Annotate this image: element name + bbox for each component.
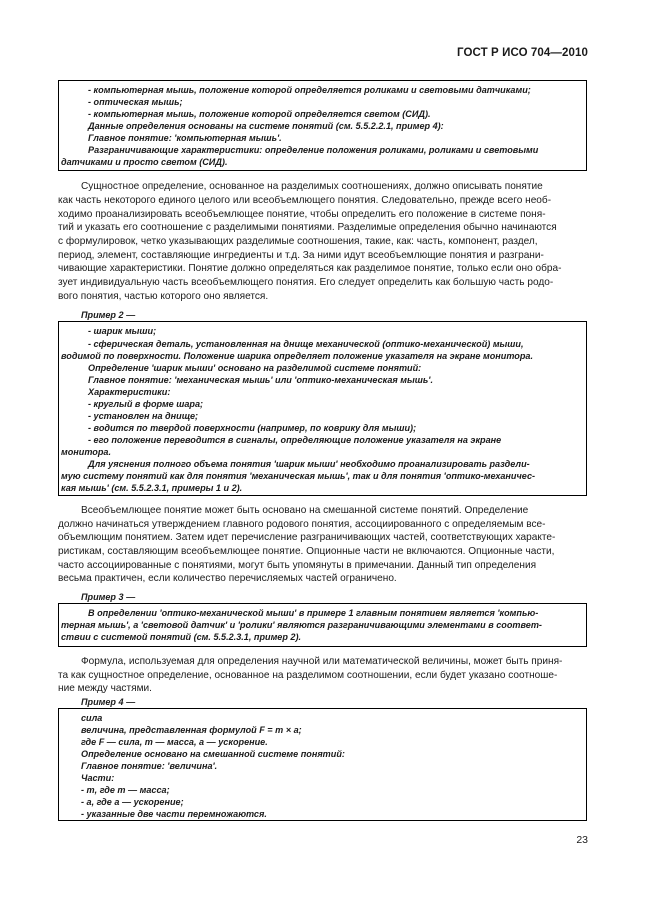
box3-line: ствии с системой понятий (см. 5.5.2.3.1, пример 2).	[61, 632, 302, 642]
box4-line: величина, представленная формулой F = m × a;	[81, 725, 302, 735]
body-text-line: ристикам, составляющим всеобъемлющее понятие. Опционные части не включаются. Опционные части,	[58, 546, 555, 557]
body-text-line: вого понятия, частью которого оно является.	[58, 291, 269, 302]
box2-line: Для уяснения полного объема понятия 'шарик мыши' необходимо проанализировать раздели-	[88, 459, 530, 469]
box2-line: - круглый в форме шара;	[88, 399, 204, 409]
document-code: ГОСТ Р ИСО 704—2010	[456, 47, 588, 59]
box1-line	[88, 144, 583, 156]
box1-line: - компьютерная мышь, положение которой определяется роликами и световыми датчиками;	[88, 85, 531, 95]
box1-line: датчиками и просто светом (СИД).	[61, 157, 228, 167]
box4-line: Определение основано на смешанной системе понятий:	[81, 749, 345, 759]
box4-line: - m, где m — масса;	[81, 785, 170, 795]
example-label: Пример 3 —	[81, 592, 136, 602]
body-text-line: Сущностное определение, основанное на разделимых соотношениях, должно описывать понятие	[81, 181, 543, 192]
box2-line: - его положение переводится в сигналы, определяющие положение указателя на экране	[88, 435, 502, 445]
body-text-line: ходимо проанализировать всеобъемлющее понятие, чтобы определить его положение в системе поня-	[58, 209, 546, 220]
box3-line: В определении 'оптико-механической мыши' в примере 1 главным понятием является 'компью-	[88, 608, 539, 618]
box1-line: - оптическая мышь;	[88, 97, 183, 107]
box4-line: - a, где a — ускорение;	[81, 797, 184, 807]
box2-line: Характеристики:	[88, 387, 171, 397]
box2-line: - водится по твердой поверхности (например, по коврику для мыши);	[88, 423, 417, 433]
box4-line: - указанные две части перемножаются.	[81, 809, 267, 819]
example-label: Пример 4 —	[81, 697, 136, 707]
body-text-line: часто ассоциированные с понятиями, могут быть упомянуты в примечании. Данный тип определения	[58, 560, 537, 571]
body-text-line: тий и указать его соотношение с разделимыми понятиями. Разделимые определения обычно начинаются	[58, 222, 557, 233]
example-label: Пример 2 —	[81, 310, 136, 320]
box4-line: сила	[81, 713, 103, 723]
body-text-line: чивающие характеристики. Понятие должно определяться как разделимое понятие, только если оно обра-	[58, 263, 562, 274]
box1-line: Данные определения основаны на системе понятий (см. 5.5.2.2.1, пример 4):	[88, 121, 444, 131]
box2-line: монитора.	[61, 447, 111, 457]
box2-line: - установлен на днище;	[88, 411, 199, 421]
body-text-line: та как сущностное определение, основанное на разделимом соотношении, если будет указано соотноше-	[58, 670, 558, 681]
box2-line: Определение 'шарик мыши' основано на разделимой системе понятий:	[88, 363, 422, 373]
box1-line: - компьютерная мышь, положение которой определяется светом (СИД).	[88, 109, 431, 119]
body-text-line: Формула, используемая для определения научной или математической величины, может быть приня-	[81, 656, 563, 667]
box2-line: - сферическая деталь, установленная на днище механической (оптико-механической) мыши,	[88, 339, 524, 349]
page-number: 23	[576, 834, 588, 846]
body-text-line: должно начинаться утверждением главного родового понятия, ассоциированного с определяемым все-	[58, 519, 546, 530]
box1-line: Главное понятие: 'компьютерная мышь'.	[88, 133, 282, 143]
box4-line: Части:	[81, 773, 115, 783]
box2-line: кая мышь' (см. 5.5.2.3.1, примеры 1 и 2).	[61, 483, 243, 493]
box4-line: Главное понятие: 'величина'.	[81, 761, 218, 771]
body-text-line: Всеобъемлющее понятие может быть основано на смешанной системе понятий. Определение	[81, 505, 529, 516]
box2-line: Главное понятие: 'механическая мышь' или 'оптико-механическая мышь'.	[88, 375, 433, 385]
box3-line: терная мышь', а 'световой датчик' и 'ролики' являются разграничивающими элементами в соответ-	[61, 620, 542, 630]
body-text-line: зует индивидуальную часть всеобъемлющего понятия. Его следует определить как большую часть родо-	[58, 277, 554, 288]
body-text-line: ние между частями.	[58, 683, 152, 694]
box4-line: где F — сила, m — масса, a — ускорение.	[81, 737, 268, 747]
body-text-line: объемлющим понятием. Затем идет перечисление разграничивающих частей, соответствующих характе-	[58, 532, 556, 543]
body-text-line: весьма практичен, если количество перечисляемых частей ограничено.	[58, 573, 397, 584]
box2-line: - шарик мыши;	[88, 326, 157, 336]
body-text-line: с формулировок, четко указывающих разделимые соотношения, такие, как: часть, компонент, раздел,	[58, 236, 538, 247]
body-text-line: период, элемент, составляющие ингредиенты и т.д. За ними идут всеобъемлющие понятия и разграни-	[58, 250, 544, 261]
box2-line: водимой по поверхности. Положение шарика определяет положение указателя на экране монитора.	[61, 351, 533, 361]
body-text-line: как часть некоторого единого целого или всеобъемлющего понятия. Следовательно, прежде всего необ-	[58, 195, 552, 206]
box2-line: мую систему понятий как для понятия 'механическая мышь', так и для понятия 'оптико-механичес-	[61, 471, 536, 481]
box1-line-text: Разграничивающие характеристики: определение положения роликами, роликами и световыми	[88, 145, 539, 155]
